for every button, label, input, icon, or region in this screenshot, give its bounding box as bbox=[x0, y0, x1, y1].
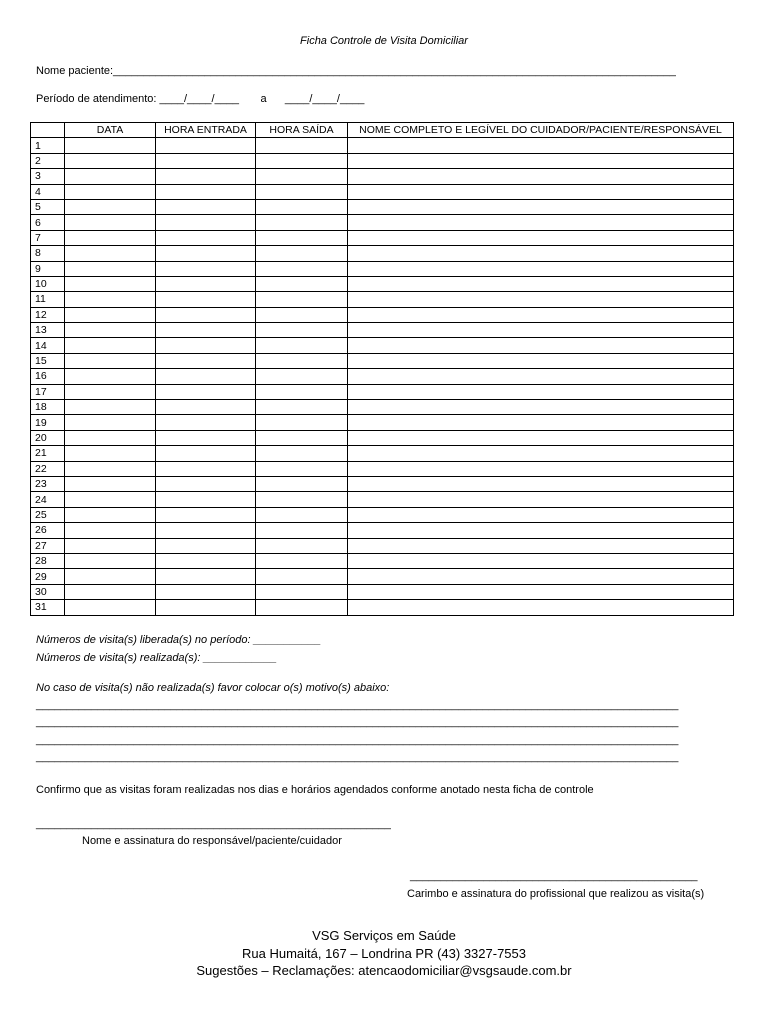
exit-time-cell[interactable] bbox=[256, 553, 348, 568]
date-cell[interactable] bbox=[65, 538, 156, 553]
entry-time-cell[interactable] bbox=[156, 246, 256, 261]
full-name-cell[interactable] bbox=[348, 384, 734, 399]
full-name-cell[interactable] bbox=[348, 523, 734, 538]
row-number: 26 bbox=[31, 523, 65, 538]
exit-time-cell[interactable] bbox=[256, 230, 348, 245]
exit-time-cell[interactable] bbox=[256, 138, 348, 153]
entry-time-cell[interactable] bbox=[156, 538, 256, 553]
row-number: 5 bbox=[31, 199, 65, 214]
row-number: 15 bbox=[31, 353, 65, 368]
full-name-cell[interactable] bbox=[348, 215, 734, 230]
entry-time-cell[interactable] bbox=[156, 523, 256, 538]
entry-time-cell[interactable] bbox=[156, 476, 256, 491]
exit-time-cell[interactable] bbox=[256, 199, 348, 214]
row-number: 19 bbox=[31, 415, 65, 430]
full-name-cell[interactable] bbox=[348, 553, 734, 568]
full-name-cell[interactable] bbox=[348, 369, 734, 384]
row-number: 18 bbox=[31, 400, 65, 415]
header-entry-time: HORA ENTRADA bbox=[156, 123, 256, 138]
table-row bbox=[31, 553, 734, 568]
date-cell[interactable] bbox=[65, 230, 156, 245]
table-row bbox=[31, 538, 734, 553]
entry-time-cell[interactable] bbox=[156, 492, 256, 507]
full-name-cell[interactable] bbox=[348, 292, 734, 307]
service-period-field[interactable]: Período de atendimento: ____/____/____ a ____/____/____ bbox=[36, 93, 365, 105]
reason-line[interactable]: _________________________________________________________________________________________________________ bbox=[36, 699, 679, 711]
row-number: 16 bbox=[31, 369, 65, 384]
entry-time-cell[interactable] bbox=[156, 292, 256, 307]
responsible-signature-label: Nome e assinatura do responsável/paciente/cuidador bbox=[82, 835, 342, 847]
exit-time-cell[interactable] bbox=[256, 215, 348, 230]
date-cell[interactable] bbox=[65, 307, 156, 322]
entry-time-cell[interactable] bbox=[156, 276, 256, 291]
full-name-cell[interactable] bbox=[348, 338, 734, 353]
table-header-row bbox=[31, 123, 734, 138]
exit-time-cell[interactable] bbox=[256, 353, 348, 368]
table-row bbox=[31, 246, 734, 261]
row-number: 11 bbox=[31, 292, 65, 307]
date-cell[interactable] bbox=[65, 461, 156, 476]
exit-time-cell[interactable] bbox=[256, 492, 348, 507]
full-name-cell[interactable] bbox=[348, 138, 734, 153]
row-number: 28 bbox=[31, 553, 65, 568]
full-name-cell[interactable] bbox=[348, 492, 734, 507]
row-number: 14 bbox=[31, 338, 65, 353]
full-name-cell[interactable] bbox=[348, 430, 734, 445]
row-number: 8 bbox=[31, 246, 65, 261]
exit-time-cell[interactable] bbox=[256, 184, 348, 199]
date-cell[interactable] bbox=[65, 600, 156, 615]
exit-time-cell[interactable] bbox=[256, 461, 348, 476]
date-cell[interactable] bbox=[65, 446, 156, 461]
entry-time-cell[interactable] bbox=[156, 353, 256, 368]
row-number: 29 bbox=[31, 569, 65, 584]
date-cell[interactable] bbox=[65, 415, 156, 430]
entry-time-cell[interactable] bbox=[156, 138, 256, 153]
row-number: 7 bbox=[31, 230, 65, 245]
entry-time-cell[interactable] bbox=[156, 307, 256, 322]
table-row bbox=[31, 415, 734, 430]
exit-time-cell[interactable] bbox=[256, 600, 348, 615]
date-cell[interactable] bbox=[65, 507, 156, 522]
full-name-cell[interactable] bbox=[348, 476, 734, 491]
entry-time-cell[interactable] bbox=[156, 507, 256, 522]
exit-time-cell[interactable] bbox=[256, 430, 348, 445]
row-number: 30 bbox=[31, 584, 65, 599]
full-name-cell[interactable] bbox=[348, 261, 734, 276]
full-name-cell[interactable] bbox=[348, 600, 734, 615]
date-cell[interactable] bbox=[65, 523, 156, 538]
date-cell[interactable] bbox=[65, 215, 156, 230]
confirmation-text: Confirmo que as visitas foram realizadas nos dias e horários agendados conforme anotado nesta ficha de controle bbox=[36, 784, 594, 796]
table-row bbox=[31, 323, 734, 338]
row-number: 22 bbox=[31, 461, 65, 476]
full-name-cell[interactable] bbox=[348, 538, 734, 553]
entry-time-cell[interactable] bbox=[156, 369, 256, 384]
table-row bbox=[31, 446, 734, 461]
date-cell[interactable] bbox=[65, 153, 156, 168]
table-row bbox=[31, 184, 734, 199]
header-exit-time: HORA SAÍDA bbox=[256, 123, 348, 138]
exit-time-cell[interactable] bbox=[256, 338, 348, 353]
full-name-cell[interactable] bbox=[348, 584, 734, 599]
entry-time-cell[interactable] bbox=[156, 569, 256, 584]
full-name-cell[interactable] bbox=[348, 400, 734, 415]
full-name-cell[interactable] bbox=[348, 323, 734, 338]
table-row bbox=[31, 153, 734, 168]
full-name-cell[interactable] bbox=[348, 461, 734, 476]
row-number: 10 bbox=[31, 276, 65, 291]
row-number: 20 bbox=[31, 430, 65, 445]
footer-address: Rua Humaitá, 167 – Londrina PR (43) 3327-7553 bbox=[241, 946, 526, 961]
table-row bbox=[31, 292, 734, 307]
row-number: 12 bbox=[31, 307, 65, 322]
footer-company: VSG Serviços em Saúde bbox=[312, 928, 456, 943]
date-cell[interactable] bbox=[65, 384, 156, 399]
table-row bbox=[31, 199, 734, 214]
table-row bbox=[31, 353, 734, 368]
full-name-cell[interactable] bbox=[348, 415, 734, 430]
row-number: 13 bbox=[31, 323, 65, 338]
full-name-cell[interactable] bbox=[348, 184, 734, 199]
row-number: 3 bbox=[31, 169, 65, 184]
entry-time-cell[interactable] bbox=[156, 553, 256, 568]
row-number: 31 bbox=[31, 600, 65, 615]
date-cell[interactable] bbox=[65, 369, 156, 384]
exit-time-cell[interactable] bbox=[256, 584, 348, 599]
row-number: 25 bbox=[31, 507, 65, 522]
patient-name-field[interactable]: Nome paciente:____________________________________________________________________________________________ bbox=[36, 65, 676, 77]
full-name-cell[interactable] bbox=[348, 307, 734, 322]
date-cell[interactable] bbox=[65, 276, 156, 291]
date-cell[interactable] bbox=[65, 184, 156, 199]
table-row bbox=[31, 400, 734, 415]
responsible-signature-line[interactable]: __________________________________________________________ bbox=[36, 818, 391, 830]
full-name-cell[interactable] bbox=[348, 446, 734, 461]
exit-time-cell[interactable] bbox=[256, 538, 348, 553]
exit-time-cell[interactable] bbox=[256, 246, 348, 261]
full-name-cell[interactable] bbox=[348, 353, 734, 368]
table-row bbox=[31, 569, 734, 584]
exit-time-cell[interactable] bbox=[256, 276, 348, 291]
visits-released-field[interactable]: Números de visita(s) liberada(s) no período: ___________ bbox=[36, 634, 321, 646]
entry-time-cell[interactable] bbox=[156, 199, 256, 214]
entry-time-cell[interactable] bbox=[156, 184, 256, 199]
row-number: 27 bbox=[31, 538, 65, 553]
table-row bbox=[31, 138, 734, 153]
date-cell[interactable] bbox=[65, 584, 156, 599]
header-full-name: NOME COMPLETO E LEGÍVEL DO CUIDADOR/PACIENTE/RESPONSÁVEL bbox=[348, 123, 734, 138]
row-number: 1 bbox=[31, 138, 65, 153]
entry-time-cell[interactable] bbox=[156, 384, 256, 399]
footer-contact: Sugestões – Reclamações: atencaodomiciliar@vsgsaude.com.br bbox=[196, 963, 572, 978]
table-row bbox=[31, 507, 734, 522]
date-cell[interactable] bbox=[65, 338, 156, 353]
entry-time-cell[interactable] bbox=[156, 215, 256, 230]
table-row bbox=[31, 215, 734, 230]
professional-signature-line[interactable]: _______________________________________________ bbox=[410, 870, 698, 882]
reason-label: No caso de visita(s) não realizada(s) favor colocar o(s) motivo(s) abaixo: bbox=[36, 682, 390, 694]
row-number: 9 bbox=[31, 261, 65, 276]
date-cell[interactable] bbox=[65, 569, 156, 584]
exit-time-cell[interactable] bbox=[256, 446, 348, 461]
date-cell[interactable] bbox=[65, 400, 156, 415]
date-cell[interactable] bbox=[65, 476, 156, 491]
entry-time-cell[interactable] bbox=[156, 338, 256, 353]
visits-done-field[interactable]: Números de visita(s) realizada(s): ____________ bbox=[36, 652, 277, 664]
table-row bbox=[31, 492, 734, 507]
reason-line[interactable]: _________________________________________________________________________________________________________ bbox=[36, 751, 679, 763]
full-name-cell[interactable] bbox=[348, 199, 734, 214]
entry-time-cell[interactable] bbox=[156, 261, 256, 276]
table-row bbox=[31, 307, 734, 322]
table-row bbox=[31, 430, 734, 445]
exit-time-cell[interactable] bbox=[256, 323, 348, 338]
row-number: 4 bbox=[31, 184, 65, 199]
table-row bbox=[31, 261, 734, 276]
header-date: DATA bbox=[65, 123, 156, 138]
table-row bbox=[31, 461, 734, 476]
entry-time-cell[interactable] bbox=[156, 400, 256, 415]
reason-line[interactable]: _________________________________________________________________________________________________________ bbox=[36, 716, 679, 728]
entry-time-cell[interactable] bbox=[156, 230, 256, 245]
full-name-cell[interactable] bbox=[348, 169, 734, 184]
table-row bbox=[31, 476, 734, 491]
entry-time-cell[interactable] bbox=[156, 153, 256, 168]
exit-time-cell[interactable] bbox=[256, 384, 348, 399]
table-row bbox=[31, 384, 734, 399]
row-number: 24 bbox=[31, 492, 65, 507]
date-cell[interactable] bbox=[65, 553, 156, 568]
row-number: 2 bbox=[31, 153, 65, 168]
date-cell[interactable] bbox=[65, 246, 156, 261]
date-cell[interactable] bbox=[65, 199, 156, 214]
date-cell[interactable] bbox=[65, 430, 156, 445]
exit-time-cell[interactable] bbox=[256, 400, 348, 415]
exit-time-cell[interactable] bbox=[256, 415, 348, 430]
row-number: 6 bbox=[31, 215, 65, 230]
entry-time-cell[interactable] bbox=[156, 584, 256, 599]
exit-time-cell[interactable] bbox=[256, 523, 348, 538]
table-row bbox=[31, 369, 734, 384]
table-row bbox=[31, 584, 734, 599]
exit-time-cell[interactable] bbox=[256, 507, 348, 522]
exit-time-cell[interactable] bbox=[256, 369, 348, 384]
full-name-cell[interactable] bbox=[348, 153, 734, 168]
table-row bbox=[31, 276, 734, 291]
exit-time-cell[interactable] bbox=[256, 292, 348, 307]
date-cell[interactable] bbox=[65, 492, 156, 507]
full-name-cell[interactable] bbox=[348, 230, 734, 245]
visits-table bbox=[30, 122, 734, 616]
full-name-cell[interactable] bbox=[348, 569, 734, 584]
entry-time-cell[interactable] bbox=[156, 323, 256, 338]
exit-time-cell[interactable] bbox=[256, 153, 348, 168]
entry-time-cell[interactable] bbox=[156, 600, 256, 615]
entry-time-cell[interactable] bbox=[156, 415, 256, 430]
table-row bbox=[31, 523, 734, 538]
row-number: 21 bbox=[31, 446, 65, 461]
entry-time-cell[interactable] bbox=[156, 169, 256, 184]
entry-time-cell[interactable] bbox=[156, 446, 256, 461]
date-cell[interactable] bbox=[65, 353, 156, 368]
row-number: 17 bbox=[31, 384, 65, 399]
date-cell[interactable] bbox=[65, 261, 156, 276]
header-number bbox=[31, 123, 65, 138]
table-row bbox=[31, 169, 734, 184]
exit-time-cell[interactable] bbox=[256, 569, 348, 584]
date-cell[interactable] bbox=[65, 138, 156, 153]
exit-time-cell[interactable] bbox=[256, 307, 348, 322]
full-name-cell[interactable] bbox=[348, 246, 734, 261]
reason-line[interactable]: _________________________________________________________________________________________________________ bbox=[36, 734, 679, 746]
entry-time-cell[interactable] bbox=[156, 461, 256, 476]
date-cell[interactable] bbox=[65, 323, 156, 338]
table-row bbox=[31, 230, 734, 245]
table-row bbox=[31, 338, 734, 353]
professional-signature-label: Carimbo e assinatura do profissional que realizou as visita(s) bbox=[407, 888, 705, 900]
exit-time-cell[interactable] bbox=[256, 169, 348, 184]
full-name-cell[interactable] bbox=[348, 507, 734, 522]
exit-time-cell[interactable] bbox=[256, 476, 348, 491]
exit-time-cell[interactable] bbox=[256, 261, 348, 276]
table-row bbox=[31, 600, 734, 615]
entry-time-cell[interactable] bbox=[156, 430, 256, 445]
form-title: Ficha Controle de Visita Domiciliar bbox=[300, 35, 468, 47]
full-name-cell[interactable] bbox=[348, 276, 734, 291]
date-cell[interactable] bbox=[65, 292, 156, 307]
row-number: 23 bbox=[31, 476, 65, 491]
date-cell[interactable] bbox=[65, 169, 156, 184]
